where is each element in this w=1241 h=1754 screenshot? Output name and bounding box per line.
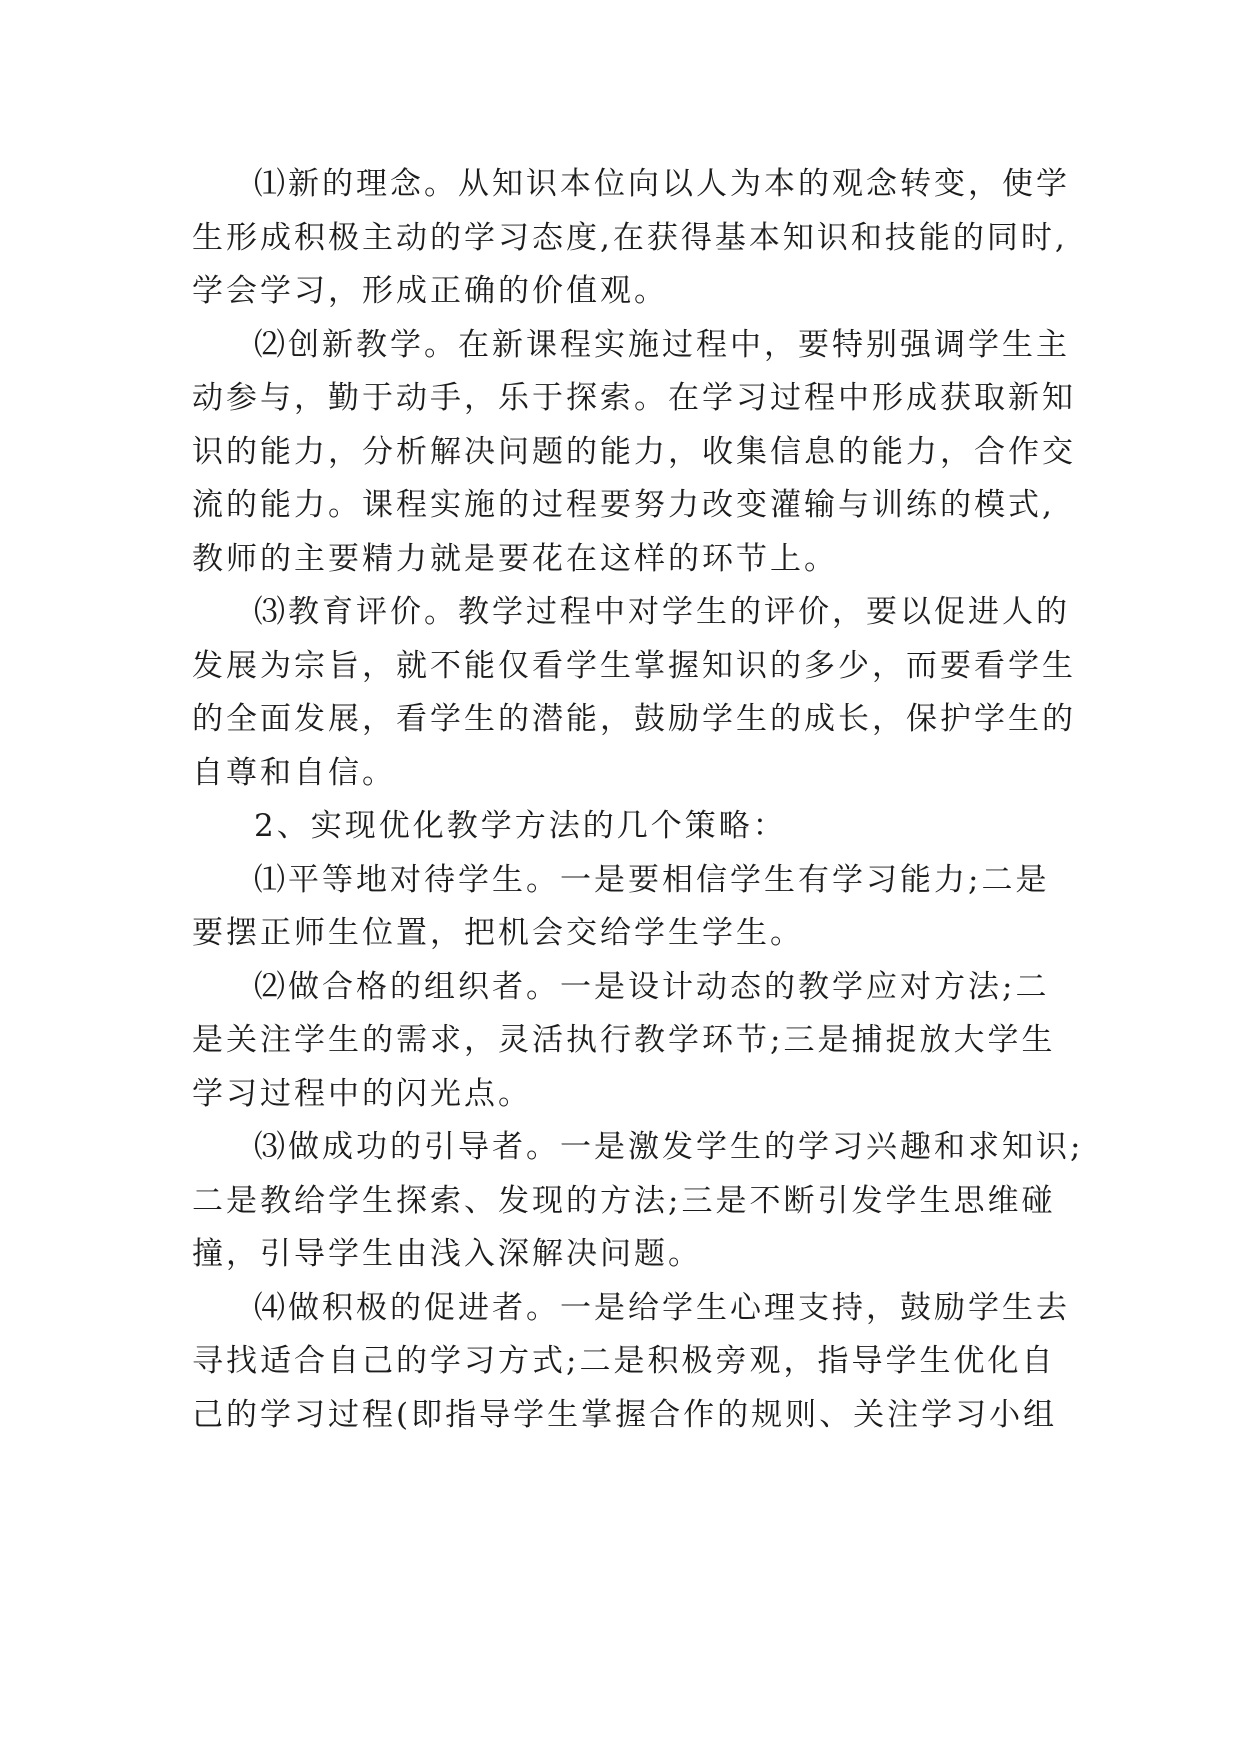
- text-line: ⑵做合格的组织者。一是设计动态的教学应对方法;二: [254, 968, 1050, 1005]
- text-line: 生形成积极主动的学习态度,在获得基本知识和技能的同时,: [192, 219, 1068, 256]
- text-line: ⑶教育评价。教学过程中对学生的评价，要以促进人的: [254, 594, 1070, 630]
- text-line: ⑴平等地对待学生。一是要相信学生有学习能力;二是: [254, 861, 1050, 898]
- text-line: 要摆正师生位置，把机会交给学生学生。: [192, 915, 804, 951]
- paragraph-qualified-organizer: [192, 961, 1062, 1122]
- text-line: ⑶做成功的引导者。一是激发学生的学习兴趣和求知识;: [254, 1129, 1084, 1165]
- text-line: 寻找适合自己的学习方式;二是积极旁观，指导学生优化自: [192, 1343, 1056, 1379]
- text-line: 流的能力。课程实施的过程要努力改变灌输与训练的模式,: [192, 487, 1055, 523]
- text-line: ⑷做积极的促进者。一是给学生心理支持，鼓励学生去: [254, 1289, 1070, 1326]
- text-line: 教师的主要精力就是要花在这样的环节上。: [192, 540, 838, 577]
- paragraph-active-promoter: [192, 1282, 1070, 1443]
- document-body: [192, 158, 1084, 1442]
- text-line: 学习过程中的闪光点。: [192, 1075, 532, 1112]
- text-line: ⑴新的理念。从知识本位向以人为本的观念转变，使学: [254, 166, 1070, 202]
- text-line: ⑵创新教学。在新课程实施过程中，要特别强调学生主: [254, 326, 1070, 363]
- text-line: 是关注学生的需求，灵活执行教学环节;三是捕捉放大学生: [192, 1022, 1056, 1058]
- text-line: 自尊和自信。: [192, 754, 396, 791]
- paragraph-innovative-teaching: [192, 319, 1076, 587]
- text-line: 动参与，勤于动手，乐于探索。在学习过程中形成获取新知: [192, 380, 1076, 416]
- text-line: 撞，引导学生由浅入深解决问题。: [192, 1236, 702, 1272]
- text-line: 学会学习，形成正确的价值观。: [192, 273, 668, 309]
- paragraph-successful-guide: [192, 1121, 1084, 1282]
- paragraph-education-evaluation: [192, 586, 1076, 800]
- section-heading-strategies: [192, 800, 1062, 854]
- text-line: 的全面发展，看学生的潜能，鼓励学生的成长，保护学生的: [192, 701, 1076, 737]
- text-line: 识的能力，分析解决问题的能力，收集信息的能力，合作交: [192, 433, 1076, 470]
- text-line: 2、实现优化教学方法的几个策略：: [254, 808, 787, 844]
- paragraph-new-concept: [192, 158, 1070, 319]
- paragraph-treat-students-equally: [192, 854, 1062, 961]
- text-line: 发展为宗旨，就不能仅看学生掌握知识的多少，而要看学生: [192, 647, 1076, 684]
- text-line: 己的学习过程(即指导学生掌握合作的规则、关注学习小组: [192, 1396, 1058, 1433]
- text-line: 二是教给学生探索、发现的方法;三是不断引发学生思维碰: [192, 1182, 1056, 1219]
